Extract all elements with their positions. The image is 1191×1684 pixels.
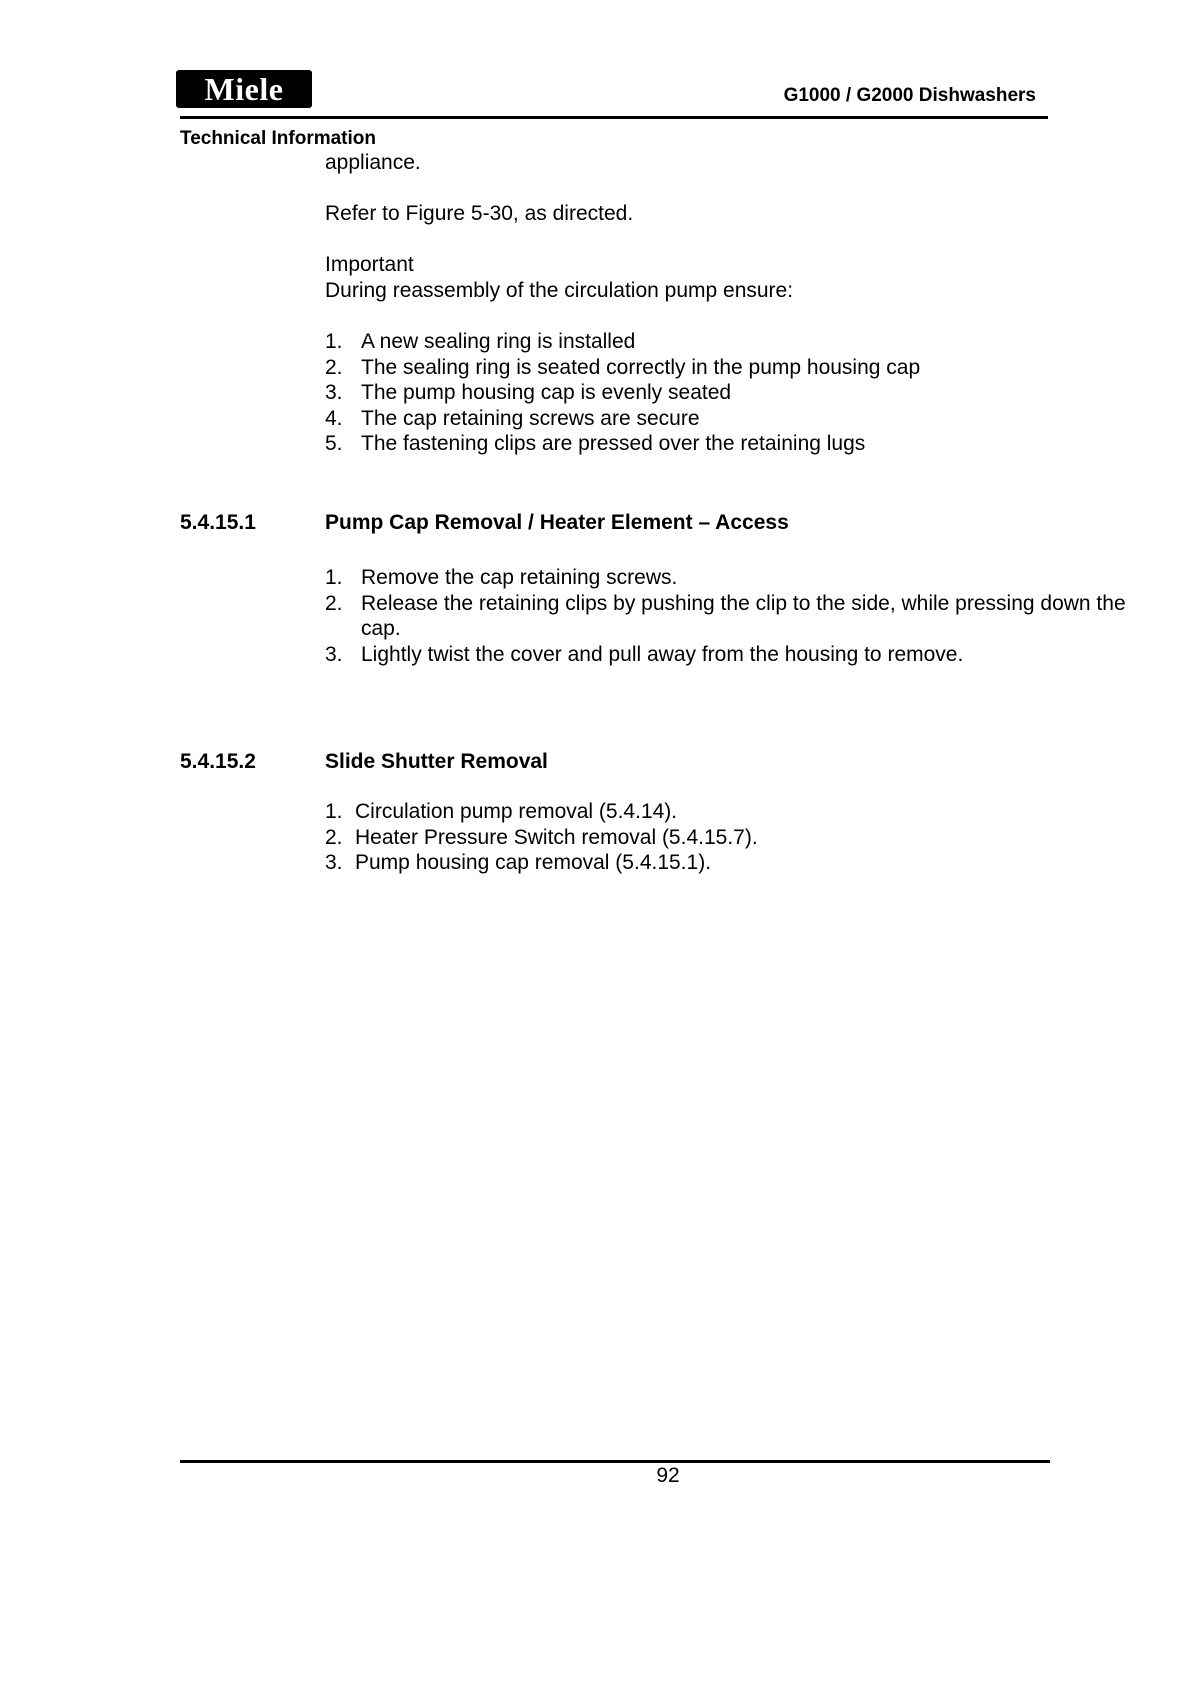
list-item-text: Pump housing cap removal (5.4.15.1). [355, 851, 712, 874]
list-item-text: The sealing ring is seated correctly in the pump housing cap [361, 355, 921, 379]
list-item [325, 431, 920, 457]
section-number-5-4-15-1: 5.4.15.1 [180, 511, 256, 534]
list-item-text: The pump housing cap is evenly seated [361, 381, 732, 404]
miele-logo: Miele [176, 70, 312, 108]
section-number-5-4-15-2: 5.4.15.2 [180, 750, 256, 773]
list-item-text: Lightly twist the cover and pull away from the housing to remove. [361, 642, 964, 666]
list-item-text: A new sealing ring is installed [361, 330, 636, 353]
list-item [325, 565, 1131, 591]
refer-figure-text: Refer to Figure 5-30, as directed. [325, 202, 634, 225]
footer-rule [180, 1460, 1050, 1463]
list-item [325, 799, 758, 825]
pump-cap-removal-steps [325, 565, 1131, 667]
document-title: G1000 / G2000 Dishwashers [783, 85, 1036, 106]
header-rule [180, 116, 1048, 119]
continuation-text: appliance. [325, 151, 421, 174]
list-item-text: Release the retaining clips by pushing the clip to the side, while pressing down the cap. [361, 591, 1126, 640]
list-item-number: 3. [325, 381, 343, 404]
list-item [325, 355, 920, 381]
section-title-slide-shutter-removal: Slide Shutter Removal [325, 750, 548, 773]
list-item [325, 380, 920, 406]
list-item-number: 2. [325, 825, 343, 849]
list-item-number: 1. [325, 800, 343, 823]
list-item [325, 329, 920, 355]
list-item [325, 642, 1131, 668]
list-item-number: 2. [325, 355, 343, 379]
slide-shutter-removal-steps [325, 799, 758, 876]
section-label: Technical Information [180, 128, 377, 149]
list-item-text: The fastening clips are pressed over the retaining lugs [361, 432, 866, 455]
list-item-text: Heater Pressure Switch removal (5.4.15.7). [355, 825, 758, 849]
reassembly-checklist [325, 329, 920, 457]
list-item [325, 850, 758, 876]
list-item-number: 3. [325, 851, 343, 874]
list-item-number: 4. [325, 406, 343, 430]
list-item-text: The cap retaining screws are secure [361, 406, 700, 430]
section-title-pump-cap-removal: Pump Cap Removal / Heater Element – Access [325, 511, 789, 534]
list-item [325, 825, 758, 851]
list-item [325, 406, 920, 432]
list-item-number: 3. [325, 642, 343, 666]
list-item-text: Remove the cap retaining screws. [361, 566, 678, 589]
list-item [325, 591, 1131, 642]
list-item-number: 1. [325, 566, 343, 589]
page-number: 92 [656, 1464, 680, 1487]
list-item-number: 2. [325, 591, 343, 615]
important-text: During reassembly of the circulation pump ensure: [325, 279, 794, 302]
list-item-number: 1. [325, 330, 343, 353]
list-item-number: 5. [325, 432, 343, 455]
list-item-text: Circulation pump removal (5.4.14). [355, 800, 678, 823]
important-label: Important [325, 253, 414, 276]
